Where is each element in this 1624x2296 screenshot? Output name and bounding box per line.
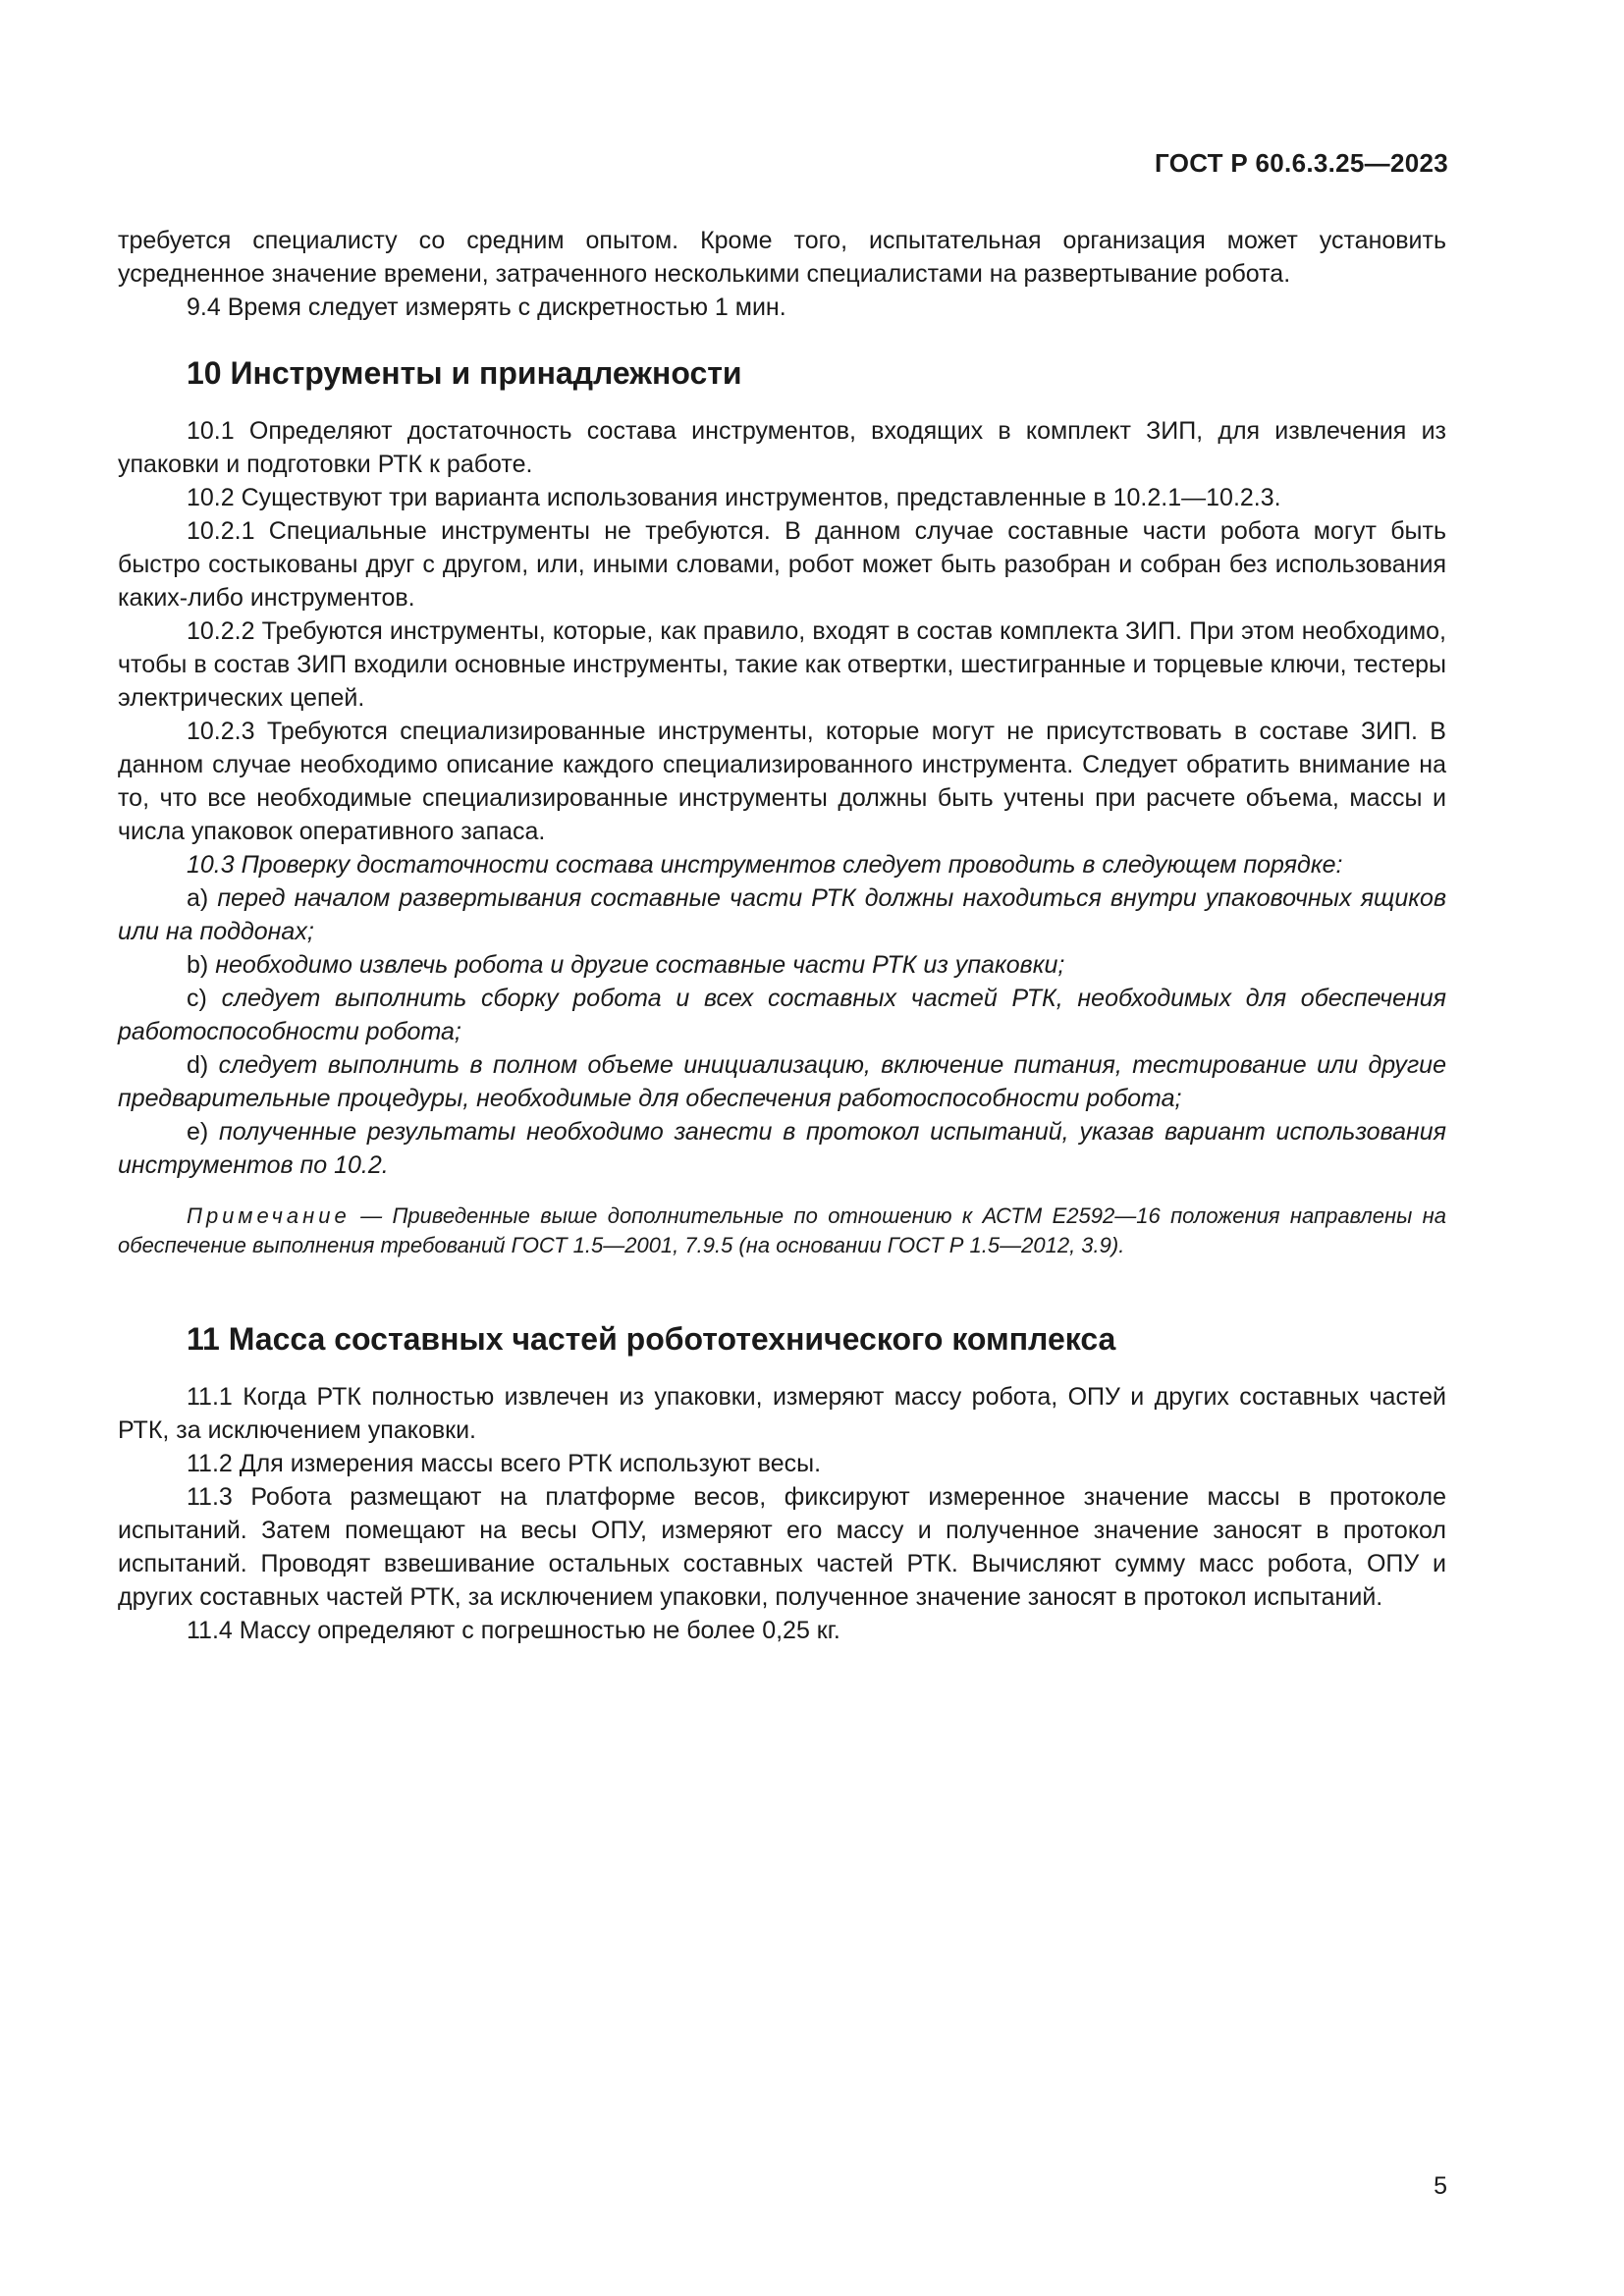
- paragraph-10-2-3: 10.2.3 Требуются специализированные инструменты, которые могут не присутствовать в составе ЗИП. В данном случае необходимо описание каждого специализированного инструмента. Следует обратить внимание на то, что все необходимые специализированные инструменты должны быть учтены при расчете объема, массы и числа упаковок оперативного запаса.: [118, 718, 1446, 845]
- paragraph-11-3: 11.3 Робота размещают на платформе весов, фиксируют измеренное значение массы в протоколе испытаний. Затем помещают на весы ОПУ, измеряют его массу и полученное значение заносят в протокол испытаний. Проводят взвешивание остальных составных частей РТК. Вычисляют сумму масс робота, ОПУ и других составных частей РТК, за исключением упаковки, полученное значение заносят в протокол испытаний.: [118, 1483, 1446, 1611]
- paragraph-11-4: 11.4 Массу определяют с погрешностью не более 0,25 кг.: [187, 1617, 840, 1644]
- list-text-b: необходимо извлечь робота и другие составные части РТК из упаковки;: [215, 951, 1065, 979]
- list-marker-b: b): [187, 951, 209, 979]
- note-label: Примечание: [187, 1203, 351, 1228]
- list-marker-c: c): [187, 985, 207, 1012]
- paragraph-10-2-1: 10.2.1 Специальные инструменты не требуются. В данном случае составные части робота могут быть быстро состыкованы друг с другом, или, иными словами, робот может быть разобран и собран без использования каких-либо инструментов.: [118, 517, 1446, 612]
- paragraph-11-1: 11.1 Когда РТК полностью извлечен из упаковки, измеряют массу робота, ОПУ и других составных частей РТК, за исключением упаковки.: [118, 1383, 1446, 1444]
- paragraph-10-1: 10.1 Определяют достаточность состава инструментов, входящих в комплект ЗИП, для извлечения из упаковки и подготовки РТК к работе.: [118, 417, 1446, 478]
- list-marker-d: d): [187, 1051, 209, 1079]
- list-text-d: следует выполнить в полном объеме инициализацию, включение питания, тестирование или другие предварительные процедуры, необходимые для обеспечения работоспособности робота;: [118, 1051, 1446, 1112]
- note: [118, 1201, 1446, 1260]
- list-item-a: [118, 881, 1446, 948]
- paragraph-10-3: 10.3 Проверку достаточности состава инструментов следует проводить в следующем порядке:: [187, 851, 1343, 879]
- continued-paragraph: требуется специалисту со средним опытом. Кроме того, испытательная организация может установить усредненное значение времени, затраченного несколькими специалистами на развертывание робота.: [118, 227, 1446, 288]
- paragraph-11-2: 11.2 Для измерения массы всего РТК используют весы.: [187, 1450, 822, 1477]
- list-item-e: [118, 1115, 1446, 1182]
- list-marker-a: a): [187, 884, 209, 912]
- paragraph-10-2-2: 10.2.2 Требуются инструменты, которые, как правило, входят в состав комплекта ЗИП. При этом необходимо, чтобы в состав ЗИП входили основные инструменты, такие как отвертки, шестигранные и торцевые ключи, тестеры электрических цепей.: [118, 617, 1446, 712]
- paragraph-10-2: 10.2 Существуют три варианта использования инструментов, представленные в 10.2.1—10.2.3.: [187, 484, 1281, 511]
- section-11-heading: 11 Масса составных частей робототехнического комплекса: [187, 1321, 1116, 1357]
- list-text-c: следует выполнить сборку робота и всех составных частей РТК, необходимых для обеспечения работоспособности робота;: [118, 985, 1446, 1045]
- page-content: [118, 224, 1446, 1647]
- page-number: 5: [1434, 2172, 1447, 2200]
- list-text-a: перед началом развертывания составные части РТК должны находиться внутри упаковочных ящиков или на поддонах;: [118, 884, 1446, 945]
- list-marker-e: e): [187, 1118, 209, 1146]
- paragraph-9-4: 9.4 Время следует измерять с дискретностью 1 мин.: [187, 294, 786, 321]
- list-item-b: [118, 948, 1446, 982]
- list-item-d: [118, 1048, 1446, 1115]
- section-10-heading: 10 Инструменты и принадлежности: [187, 355, 742, 391]
- list-text-e: полученные результаты необходимо занести в протокол испытаний, указав вариант использования инструментов по 10.2.: [118, 1118, 1446, 1179]
- document-code: ГОСТ Р 60.6.3.25—2023: [1155, 148, 1448, 178]
- list-item-c: [118, 982, 1446, 1048]
- note-text: — Приведенные выше дополнительные по отношению к АСТМ Е2592—16 положения направлены на обеспечение выполнения требований ГОСТ 1.5—2001, 7.9.5 (на основании ГОСТ Р 1.5—2012, 3.9).: [118, 1203, 1446, 1257]
